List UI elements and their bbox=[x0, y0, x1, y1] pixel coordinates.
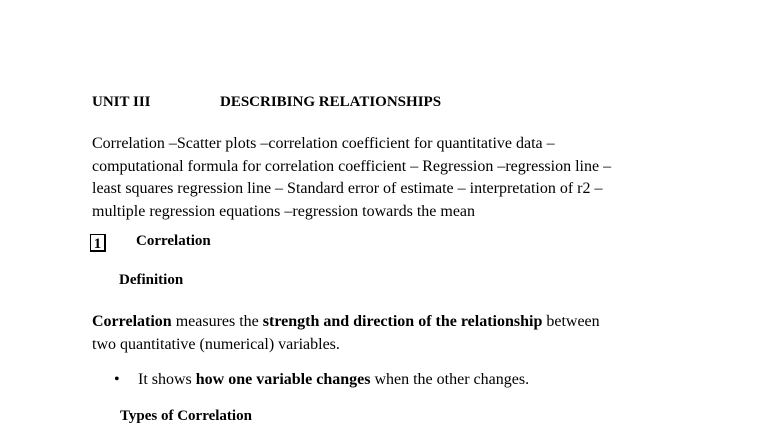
syllabus-paragraph bbox=[92, 133, 692, 223]
definition-paragraph bbox=[92, 311, 712, 356]
bullet-text-b: when the other changes. bbox=[370, 371, 530, 388]
definition-text-b: between bbox=[542, 313, 600, 330]
definition-heading: Definition bbox=[119, 272, 184, 288]
syllabus-line: Correlation –Scatter plots –correlation coefficient for quantitative data – bbox=[92, 135, 555, 152]
unit-label: UNIT III bbox=[92, 94, 151, 110]
bullet-text-a: It shows bbox=[138, 371, 196, 388]
bullet-list-item bbox=[114, 371, 529, 389]
definition-term: Correlation bbox=[92, 313, 172, 330]
unit-title: DESCRIBING RELATIONSHIPS bbox=[220, 94, 442, 110]
syllabus-line: multiple regression equations –regression towards the mean bbox=[92, 202, 476, 220]
definition-text-a: measures the bbox=[171, 313, 263, 330]
definition-line-1 bbox=[92, 311, 712, 334]
section-title: Correlation bbox=[136, 233, 211, 249]
bullet-emphasis: how one variable changes bbox=[195, 371, 371, 388]
section-number-box: 1 bbox=[90, 234, 106, 252]
syllabus-line: computational formula for correlation coefficient – Regression –regression line – bbox=[92, 157, 612, 175]
definition-line-2: two quantitative (numerical) variables. bbox=[92, 335, 340, 353]
definition-emphasis: strength and direction of the relationship bbox=[262, 313, 543, 330]
syllabus-line: least squares regression line – Standard error of estimate – interpretation of r2 – bbox=[92, 180, 603, 197]
unit-heading bbox=[92, 94, 441, 111]
bullet-icon: • bbox=[114, 371, 120, 388]
types-heading: Types of Correlation bbox=[120, 408, 252, 424]
